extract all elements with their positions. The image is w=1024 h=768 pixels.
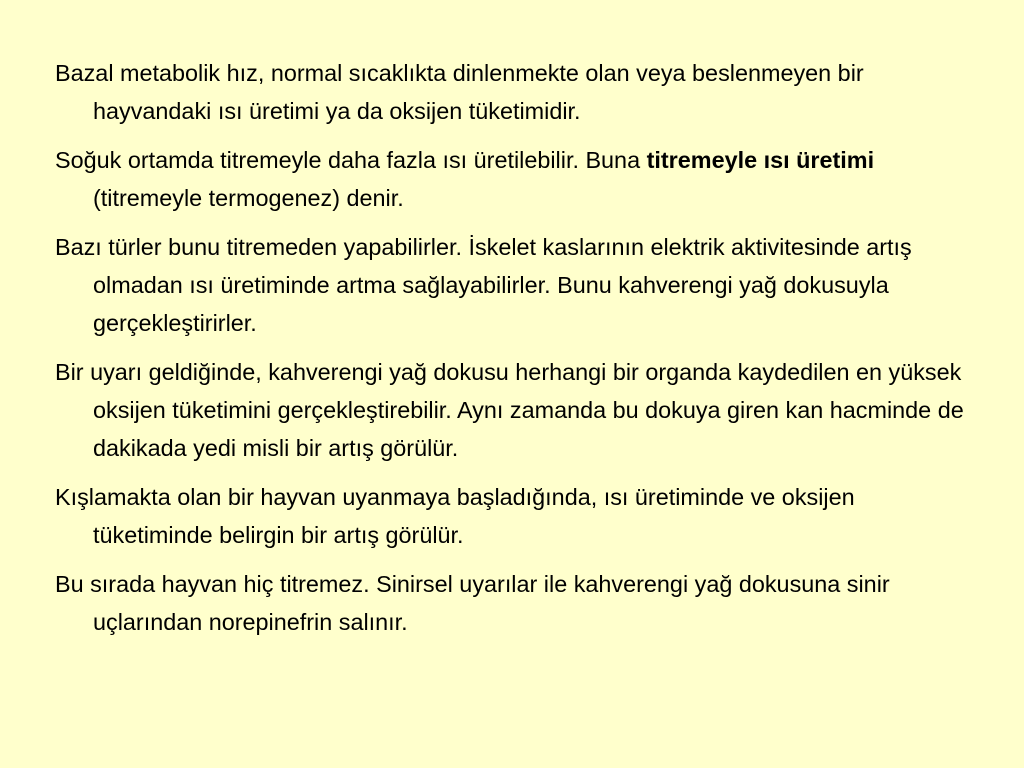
paragraph-shivering-thermogenesis <box>55 141 964 217</box>
bold-term: titremeyle ısı üretimi <box>646 147 875 173</box>
paragraph-brown-fat-oxygen: Bir uyarı geldiğinde, kahverengi yağ dokusu herhangi bir organda kaydedilen en yüksek oksijen tüketimini gerçekleştirebilir. Aynı zamanda bu dokuya giren kan hacminde de dakikada yedi misli bir artış görülür. <box>55 359 964 461</box>
paragraph-norepinephrine: Bu sırada hayvan hiç titremez. Sinirsel uyarılar ile kahverengi yağ dokusuna sinir uçlarından norepinefrin salınır. <box>55 571 890 635</box>
paragraph-basal-metabolism: Bazal metabolik hız, normal sıcaklıkta dinlenmekte olan veya beslenmeyen bir hayvandaki ısı üretimi ya da oksijen tüketimidir. <box>55 60 864 124</box>
paragraph-text-before-term: Soğuk ortamda titremeyle daha fazla ısı üretilebilir. Buna <box>55 147 647 173</box>
paragraph-hibernation-arousal: Kışlamakta olan bir hayvan uyanmaya başladığında, ısı üretiminde ve oksijen tüketiminde belirgin bir artış görülür. <box>55 484 855 548</box>
paragraph-text-after-term: (titremeyle termogenez) denir. <box>93 185 404 211</box>
paragraph-non-shivering: Bazı türler bunu titremeden yapabilirler. İskelet kaslarının elektrik aktivitesinde artış olmadan ısı üretiminde artma sağlayabilirler. Bunu kahverengi yağ dokusuyla gerçekleştirirler. <box>55 234 912 336</box>
